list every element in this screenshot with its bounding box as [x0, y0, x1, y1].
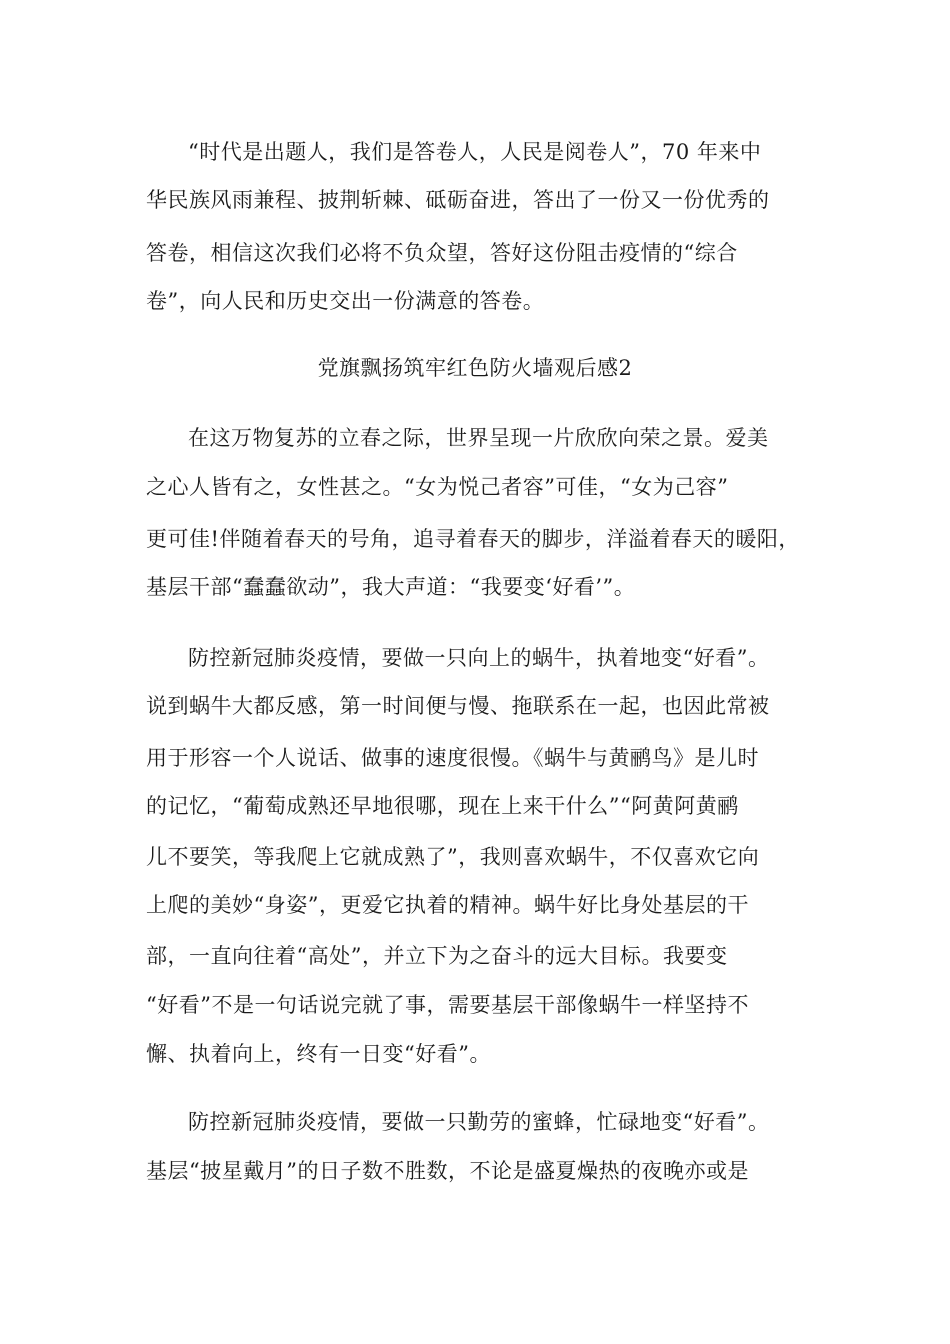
paragraph-4-line-1: 防控新冠肺炎疫情，要做一只勤劳的蜜蜂，忙碌地变“好看”。	[188, 1110, 770, 1134]
paragraph-2-line-4: 基层干部“蠢蠢欲动”，我大声道：“我要变‘好看’”。	[146, 575, 636, 599]
paragraph-2-line-2: 之心人皆有之，女性甚之。“女为悦己者容”可佳，“女为己容”	[146, 475, 729, 499]
paragraph-1-line-2: 华民族风雨兼程、披荆斩棘、砥砺奋进，答出了一份又一份优秀的	[146, 188, 770, 212]
section-heading: 党旗飘扬筑牢红色防火墙观后感2	[317, 356, 633, 380]
paragraph-2-line-3: 更可佳!伴随着春天的号角，追寻着春天的脚步，洋溢着春天的暖阳，	[146, 527, 800, 551]
paragraph-2-line-1: 在这万物复苏的立春之际，世界呈现一片欣欣向荣之景。爱美	[188, 426, 769, 450]
paragraph-3-line-3: 用于形容一个人说话、做事的速度很慢。《蜗牛与黄鹂鸟》是儿时	[146, 746, 759, 770]
paragraph-3-line-5: 儿不要笑，等我爬上它就成熟了”，我则喜欢蜗牛，不仅喜欢它向	[146, 845, 760, 869]
paragraph-1-line-3: 答卷，相信这次我们必将不负众望，答好这份阻击疫情的“综合	[146, 241, 738, 265]
paragraph-3-line-1: 防控新冠肺炎疫情，要做一只向上的蜗牛，执着地变“好看”。	[188, 646, 770, 670]
paragraph-3-line-8: “好看”不是一句话说完就了事，需要基层干部像蜗牛一样坚持不	[146, 993, 749, 1017]
paragraph-3-line-9: 懈、执着向上，终有一日变“好看”。	[146, 1042, 491, 1066]
paragraph-3-line-7: 部，一直向往着“高处”，并立下为之奋斗的远大目标。我要变	[146, 944, 728, 968]
paragraph-4-line-2: 基层“披星戴月”的日子数不胜数，不论是盛夏燥热的夜晚亦或是	[146, 1159, 749, 1183]
paragraph-1-line-1: “时代是出题人，我们是答卷人，人民是阅卷人”，70 年来中	[188, 140, 762, 164]
paragraph-3-line-4: 的记忆，“葡萄成熟还早地很哪，现在上来干什么”“阿黄阿黄鹂	[146, 794, 739, 818]
paragraph-1-line-4: 卷”，向人民和历史交出一份满意的答卷。	[146, 289, 545, 313]
paragraph-3-line-6: 上爬的美妙“身姿”，更爱它执着的精神。蜗牛好比身处基层的干	[146, 893, 749, 917]
paragraph-3-line-2: 说到蜗牛大都反感，第一时间便与慢、拖联系在一起，也因此常被	[146, 694, 770, 718]
